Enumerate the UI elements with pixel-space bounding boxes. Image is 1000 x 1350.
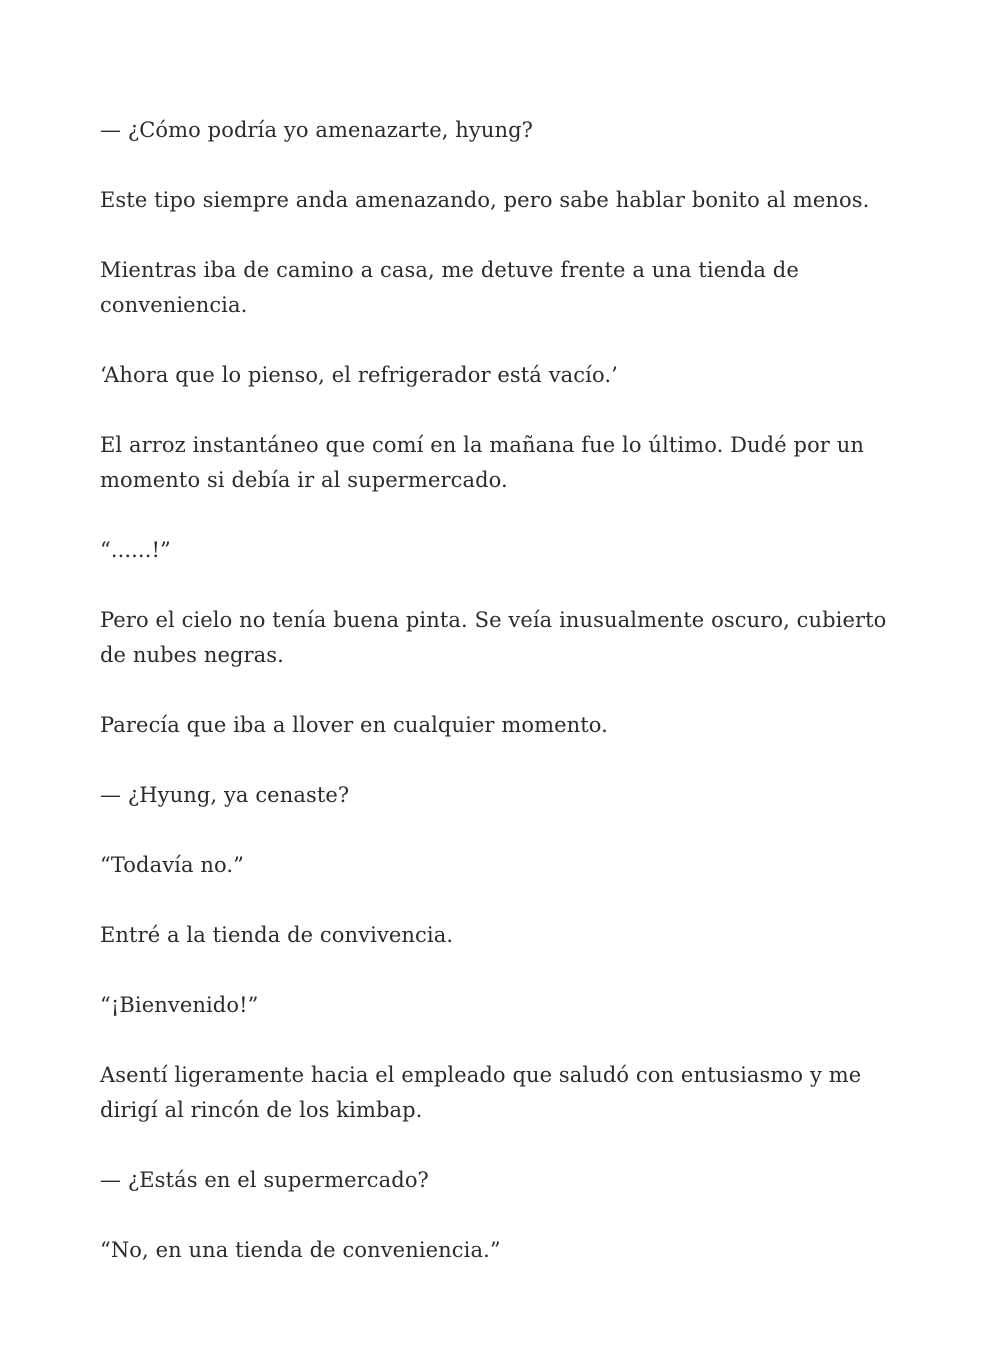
paragraph: Pero el cielo no tenía buena pinta. Se veía inusualmente oscuro, cubierto de nubes negras.: [100, 608, 887, 667]
paragraph: “¡Bienvenido!”: [100, 993, 259, 1017]
paragraph: Entré a la tienda de convivencia.: [100, 923, 454, 947]
paragraph: — ¿Hyung, ya cenaste?: [100, 783, 350, 807]
paragraph: — ¿Estás en el supermercado?: [100, 1168, 429, 1192]
paragraph: Mientras iba de camino a casa, me detuve frente a una tienda de conveniencia.: [100, 258, 799, 317]
paragraph: Este tipo siempre anda amenazando, pero sabe hablar bonito al menos.: [100, 188, 870, 212]
paragraph: Asentí ligeramente hacia el empleado que saludó con entusiasmo y me dirigí al rincón de los kimbap.: [100, 1063, 862, 1122]
paragraph: El arroz instantáneo que comí en la mañana fue lo último. Dudé por un momento si debía ir al supermercado.: [100, 433, 864, 492]
paragraph: “Todavía no.”: [100, 853, 245, 877]
paragraph: “......!”: [100, 538, 171, 562]
paragraph: ‘Ahora que lo pienso, el refrigerador está vacío.’: [100, 363, 618, 387]
paragraph: — ¿Cómo podría yo amenazarte, hyung?: [100, 118, 534, 142]
document-body: [100, 113, 900, 1303]
paragraph: “No, en una tienda de conveniencia.”: [100, 1238, 501, 1262]
paragraph: Parecía que iba a llover en cualquier momento.: [100, 713, 608, 737]
